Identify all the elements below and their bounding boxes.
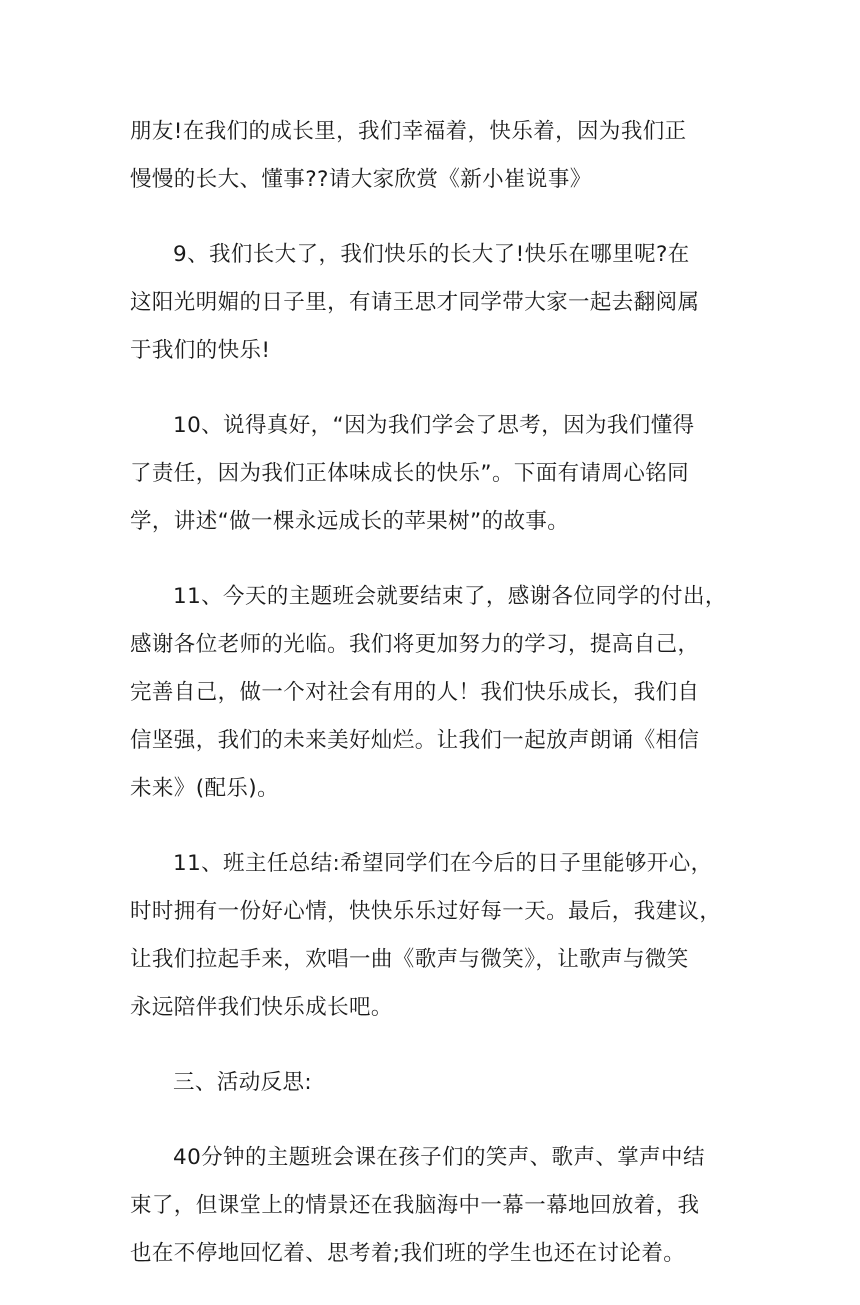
text-line: 永远陪伴我们快乐成长吧。 (130, 995, 393, 1020)
text-line: 未来》(配乐)。 (130, 776, 279, 801)
paragraph-item-9 (130, 231, 732, 375)
text-line: 于我们的快乐! (130, 338, 271, 363)
text-line: 朋友!在我们的成长里，我们幸福着，快乐着，因为我们正 (130, 119, 687, 144)
text-line: 了责任，因为我们正体味成长的快乐”。下面有请周心铭同 (130, 461, 690, 486)
text-line: 也在不停地回忆着、思考着;我们班的学生也还在讨论着。 (130, 1241, 686, 1266)
text-line: 11、班主任总结:希望同学们在今后的日子里能够开心， (173, 851, 713, 876)
paragraph-continuation (130, 108, 732, 204)
text-line: 感谢各位老师的光临。我们将更加努力的学习，提高自己， (130, 632, 700, 657)
paragraph-item-10 (130, 402, 732, 546)
text-line: 让我们拉起手来，欢唱一曲《歌声与微笑》，让歌声与微笑 (130, 947, 689, 972)
paragraph-item-11-closing (130, 573, 732, 813)
text-line: 时时拥有一份好心情，快快乐乐过好每一天。最后，我建议， (130, 899, 722, 924)
text-line: 10、说得真好，“因为我们学会了思考，因为我们懂得 (173, 413, 695, 438)
heading-text: 三、活动反思: (173, 1070, 313, 1095)
text-line: 40分钟的主题班会课在孩子们的笑声、歌声、掌声中结 (173, 1145, 705, 1170)
text-line: 11、今天的主题班会就要结束了，感谢各位同学的付出， (173, 584, 727, 609)
text-line: 信坚强，我们的未来美好灿烂。让我们一起放声朗诵《相信 (130, 728, 700, 753)
text-line: 学，讲述“做一棵永远成长的苹果树”的故事。 (130, 509, 570, 534)
text-line: 束了，但课堂上的情景还在我脑海中一幕一幕地回放着，我 (130, 1193, 700, 1218)
text-line: 9、我们长大了，我们快乐的长大了!快乐在哪里呢?在 (173, 242, 690, 267)
text-line: 这阳光明媚的日子里，有请王思才同学带大家一起去翻阅属 (130, 290, 700, 315)
text-line: 慢慢的长大、懂事??请大家欣赏《新小崔说事》 (130, 167, 592, 192)
document-body (130, 108, 732, 1305)
paragraph-item-11-summary (130, 840, 732, 1032)
text-line: 完善自己，做一个对社会有用的人！我们快乐成长，我们自 (130, 680, 700, 705)
section-heading-reflection (130, 1059, 732, 1107)
paragraph-reflection (130, 1134, 732, 1278)
